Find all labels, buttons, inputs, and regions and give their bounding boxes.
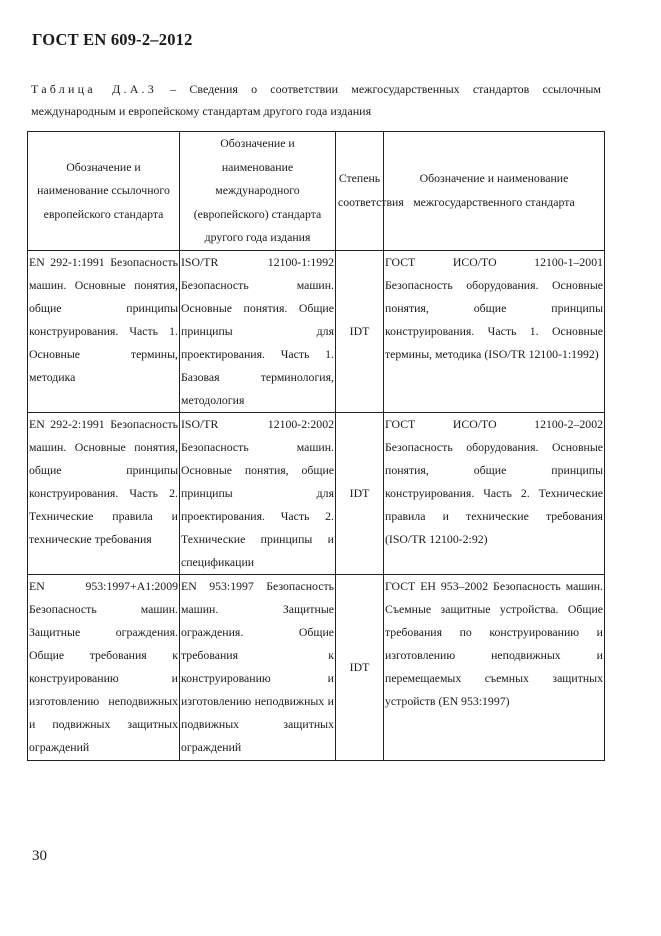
cell-reference-standard: EN 953:1997+A1:2009 Безопасность машин. Защитные ограждения. Общие требования к конструированию и изготовлению неподвижных и подвижных защитных ограждений [28,574,180,760]
column-header-international-standard: Обозначение и наименование международного (европейского) стандарта другого года издания [180,132,336,251]
table-row [28,412,605,574]
cell-interstate-standard: ГОСТ ЕН 953–2002 Безопасность машин. Съемные защитные устройства. Общие требования по конструированию и изготовлению неподвижных и перемещаемых съемных защитных устройств (EN 953:1997) [384,574,605,760]
cell-degree: IDT [336,412,384,574]
table-header-row [28,132,605,251]
table-row [28,250,605,412]
column-header-degree-of-correspondence: Степень соответствия [336,132,384,251]
table-row [28,574,605,760]
cell-reference-standard: EN 292-1:1991 Безопасность машин. Основные понятия, общие принципы конструирования. Часть 1. Основные термины, методика [28,250,180,412]
document-header: ГОСТ EN 609-2–2012 [32,30,193,49]
cell-international-standard: EN 953:1997 Безопасность машин. Защитные ограждения. Общие требования к конструированию и изготовлению неподвижных и подвижных защитных ограждений [180,574,336,760]
cell-international-standard: ISO/TR 12100-1:1992 Безопасность машин. Основные понятия. Общие принципы для проектирования. Часть 1. Базовая терминология, методология [180,250,336,412]
table-caption-text: – Сведения о соответствии межгосударственных стандартов ссылочным международным и европейскому стандартам другого года издания [31,82,601,118]
cell-interstate-standard: ГОСТ ИСО/ТО 12100-1–2001 Безопасность оборудования. Основные понятия, общие принципы конструирования. Часть 1. Основные термины, методика (ISO/TR 12100-1:1992) [384,250,605,412]
table-caption [31,78,601,122]
table-caption-label: Таблица Д.А.3 [31,82,157,96]
cell-reference-standard: EN 292-2:1991 Безопасность машин. Основные понятия, общие принципы конструирования. Часть 2. Технические правила и технические требования [28,412,180,574]
cell-international-standard: ISO/TR 12100-2:2002 Безопасность машин. Основные понятия, общие принципы для проектирования. Часть 2. Технические принципы и спецификации [180,412,336,574]
page-number: 30 [32,848,47,864]
cell-degree: IDT [336,250,384,412]
cell-interstate-standard: ГОСТ ИСО/ТО 12100-2–2002 Безопасность оборудования. Основные понятия, общие принципы конструирования. Часть 2. Технические правила и технические требования (ISO/TR 12100-2:92) [384,412,605,574]
column-header-reference-standard: Обозначение и наименование ссылочного европейского стандарта [28,132,180,251]
column-header-interstate-standard: Обозначение и наименование межгосударственного стандарта [384,132,605,251]
standards-table [27,131,605,761]
cell-degree: IDT [336,574,384,760]
